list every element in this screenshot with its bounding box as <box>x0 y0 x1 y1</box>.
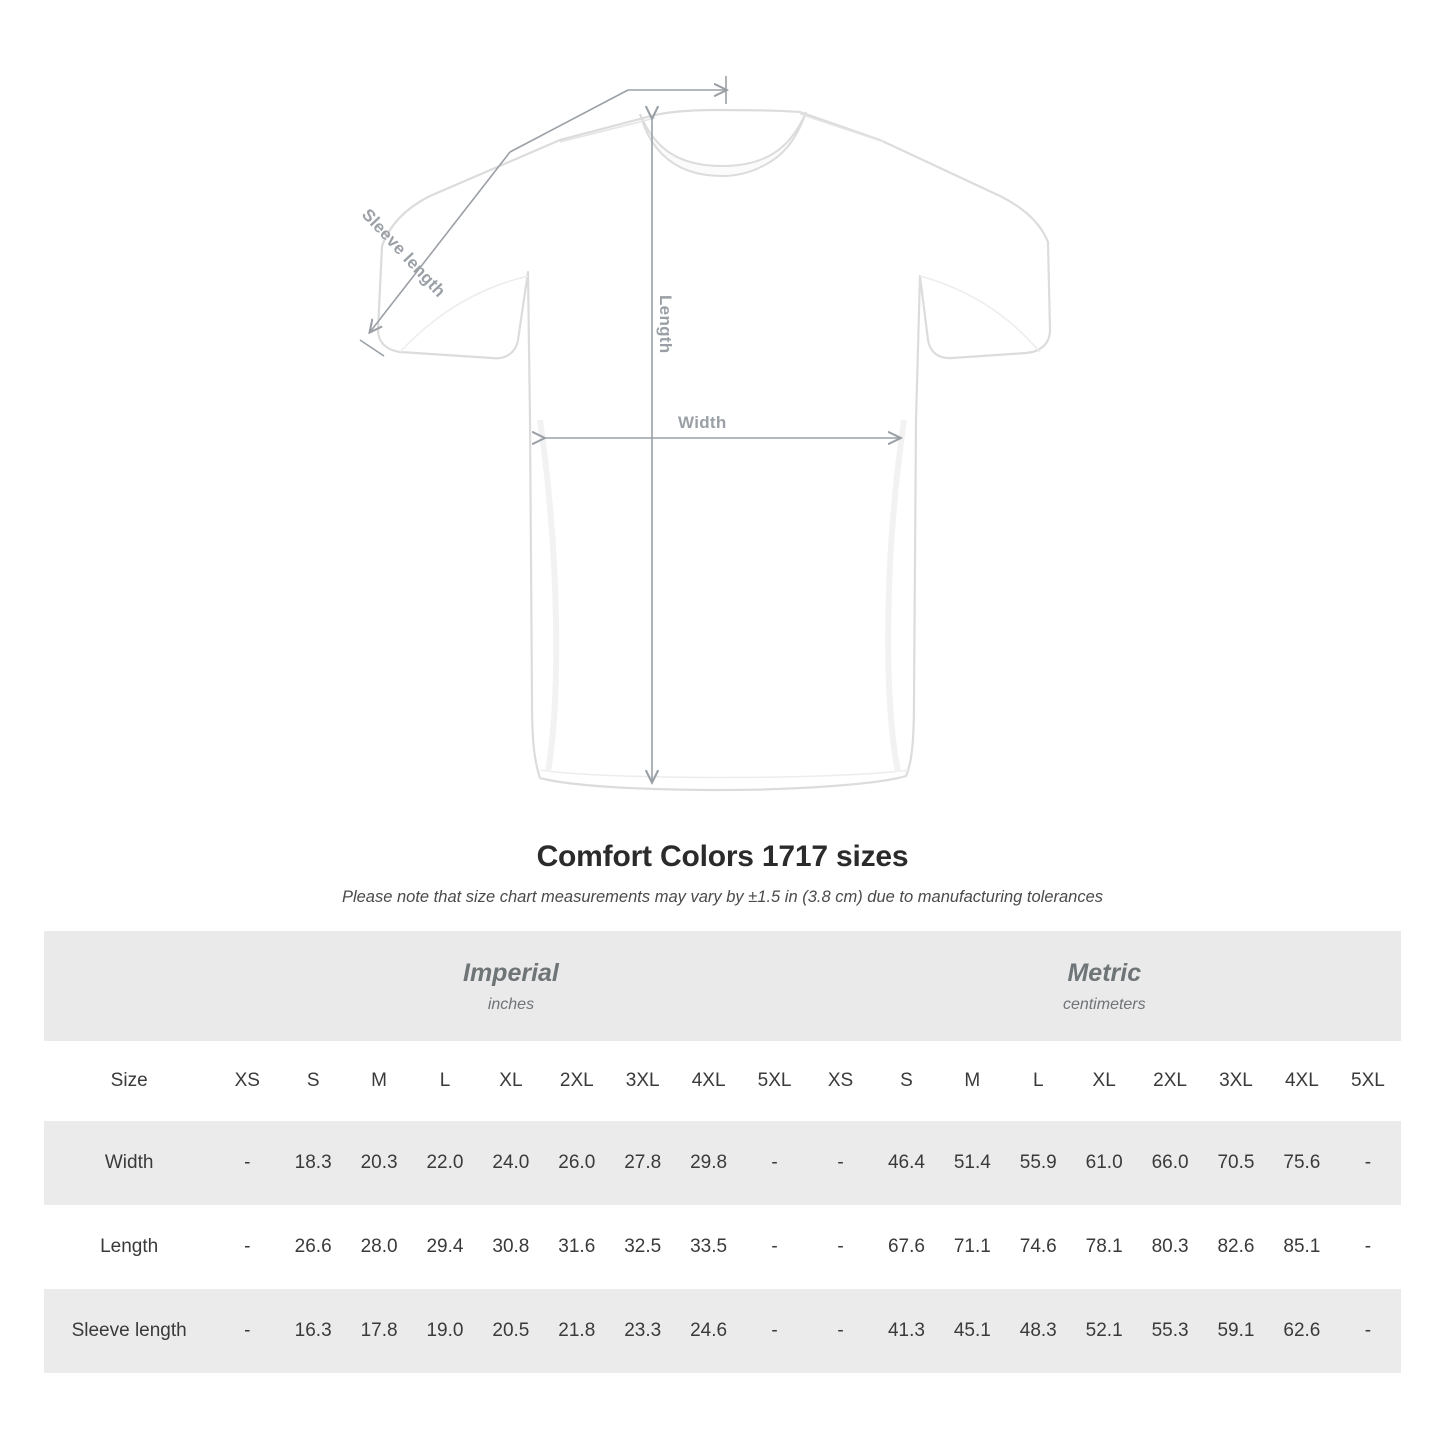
cell-width-metric-2xl: 66.0 <box>1137 1121 1203 1205</box>
header-metric-3xl: 3XL <box>1203 1041 1269 1121</box>
cell-sleeve-imperial-m: 17.8 <box>346 1289 412 1373</box>
cell-length-metric-xs: - <box>808 1205 874 1289</box>
cell-length-metric-2xl: 80.3 <box>1137 1205 1203 1289</box>
size-table <box>44 931 1401 1373</box>
cell-length-imperial-3xl: 32.5 <box>610 1205 676 1289</box>
unit-header-row <box>44 931 1401 1041</box>
header-imperial-s: S <box>280 1041 346 1121</box>
cell-length-imperial-s: 26.6 <box>280 1205 346 1289</box>
cell-sleeve-metric-l: 48.3 <box>1005 1289 1071 1373</box>
cell-sleeve-metric-s: 41.3 <box>873 1289 939 1373</box>
header-imperial-xl: XL <box>478 1041 544 1121</box>
width-label: Width <box>678 413 727 432</box>
cell-width-metric-4xl: 75.6 <box>1269 1121 1335 1205</box>
cell-length-metric-3xl: 82.6 <box>1203 1205 1269 1289</box>
table-row <box>44 1121 1401 1205</box>
unit-header-imperial <box>214 931 807 1041</box>
length-label: Length <box>656 295 675 354</box>
header-metric-5xl: 5XL <box>1335 1041 1401 1121</box>
cell-sleeve-imperial-xl: 20.5 <box>478 1289 544 1373</box>
header-imperial-m: M <box>346 1041 412 1121</box>
header-imperial-5xl: 5XL <box>742 1041 808 1121</box>
cell-sleeve-metric-2xl: 55.3 <box>1137 1289 1203 1373</box>
cell-length-metric-s: 67.6 <box>873 1205 939 1289</box>
cell-width-metric-3xl: 70.5 <box>1203 1121 1269 1205</box>
cell-length-metric-4xl: 85.1 <box>1269 1205 1335 1289</box>
cell-sleeve-metric-xl: 52.1 <box>1071 1289 1137 1373</box>
cell-width-metric-s: 46.4 <box>873 1121 939 1205</box>
row-label-length: Length <box>44 1205 214 1289</box>
cell-width-metric-m: 51.4 <box>939 1121 1005 1205</box>
header-imperial-xs: XS <box>214 1041 280 1121</box>
table-row <box>44 1205 1401 1289</box>
cell-length-imperial-m: 28.0 <box>346 1205 412 1289</box>
cell-width-imperial-xl: 24.0 <box>478 1121 544 1205</box>
unit-metric-sub: centimeters <box>1062 995 1146 1013</box>
header-imperial-l: L <box>412 1041 478 1121</box>
cell-width-metric-l: 55.9 <box>1005 1121 1071 1205</box>
cell-width-metric-xs: - <box>808 1121 874 1205</box>
cell-width-imperial-2xl: 26.0 <box>544 1121 610 1205</box>
cell-sleeve-metric-xs: - <box>808 1289 874 1373</box>
cell-sleeve-imperial-5xl: - <box>742 1289 808 1373</box>
size-header-row <box>44 1041 1401 1121</box>
header-metric-xl: XL <box>1071 1041 1137 1121</box>
unit-metric-name: Metric <box>1067 958 1142 987</box>
cell-width-imperial-xs: - <box>214 1121 280 1205</box>
cell-sleeve-metric-4xl: 62.6 <box>1269 1289 1335 1373</box>
cell-width-imperial-3xl: 27.8 <box>610 1121 676 1205</box>
table-row <box>44 1289 1401 1373</box>
header-size: Size <box>44 1041 214 1121</box>
header-imperial-3xl: 3XL <box>610 1041 676 1121</box>
cell-sleeve-metric-5xl: - <box>1335 1289 1401 1373</box>
size-table-wrapper <box>44 931 1401 1373</box>
cell-sleeve-imperial-xs: - <box>214 1289 280 1373</box>
sleeve-length-label: Sleeve length <box>358 205 450 301</box>
cell-sleeve-imperial-3xl: 23.3 <box>610 1289 676 1373</box>
cell-width-imperial-s: 18.3 <box>280 1121 346 1205</box>
cell-length-imperial-l: 29.4 <box>412 1205 478 1289</box>
header-metric-l: L <box>1005 1041 1071 1121</box>
unit-header-metric <box>808 931 1401 1041</box>
header-imperial-2xl: 2XL <box>544 1041 610 1121</box>
header-metric-m: M <box>939 1041 1005 1121</box>
cell-width-imperial-m: 20.3 <box>346 1121 412 1205</box>
tolerance-note: Please note that size chart measurements may vary by ±1.5 in (3.8 cm) due to manufacturing tolerances <box>341 888 1104 906</box>
header-metric-2xl: 2XL <box>1137 1041 1203 1121</box>
cell-length-imperial-5xl: - <box>742 1205 808 1289</box>
row-label-sleeve-length: Sleeve length <box>44 1289 214 1373</box>
page-title: Comfort Colors 1717 sizes <box>536 840 909 873</box>
cell-width-metric-xl: 61.0 <box>1071 1121 1137 1205</box>
cell-width-metric-5xl: - <box>1335 1121 1401 1205</box>
header-metric-xs: XS <box>808 1041 874 1121</box>
header-metric-s: S <box>873 1041 939 1121</box>
row-label-width: Width <box>44 1121 214 1205</box>
tshirt-shape <box>378 110 1050 790</box>
unit-header-spacer <box>44 931 214 1041</box>
cell-sleeve-metric-m: 45.1 <box>939 1289 1005 1373</box>
cell-width-imperial-l: 22.0 <box>412 1121 478 1205</box>
unit-imperial-sub: inches <box>487 995 535 1013</box>
cell-width-imperial-5xl: - <box>742 1121 808 1205</box>
cell-sleeve-metric-3xl: 59.1 <box>1203 1289 1269 1373</box>
cell-length-imperial-4xl: 33.5 <box>676 1205 742 1289</box>
cell-length-metric-l: 74.6 <box>1005 1205 1071 1289</box>
cell-sleeve-imperial-4xl: 24.6 <box>676 1289 742 1373</box>
title-block <box>0 840 1445 907</box>
header-imperial-4xl: 4XL <box>676 1041 742 1121</box>
cell-length-metric-xl: 78.1 <box>1071 1205 1137 1289</box>
cell-sleeve-imperial-l: 19.0 <box>412 1289 478 1373</box>
header-metric-4xl: 4XL <box>1269 1041 1335 1121</box>
unit-imperial-name: Imperial <box>463 958 559 987</box>
cell-length-metric-m: 71.1 <box>939 1205 1005 1289</box>
cell-length-imperial-xs: - <box>214 1205 280 1289</box>
cell-sleeve-imperial-s: 16.3 <box>280 1289 346 1373</box>
cell-length-metric-5xl: - <box>1335 1205 1401 1289</box>
cell-sleeve-imperial-2xl: 21.8 <box>544 1289 610 1373</box>
cell-length-imperial-2xl: 31.6 <box>544 1205 610 1289</box>
cell-length-imperial-xl: 30.8 <box>478 1205 544 1289</box>
cell-width-imperial-4xl: 29.8 <box>676 1121 742 1205</box>
